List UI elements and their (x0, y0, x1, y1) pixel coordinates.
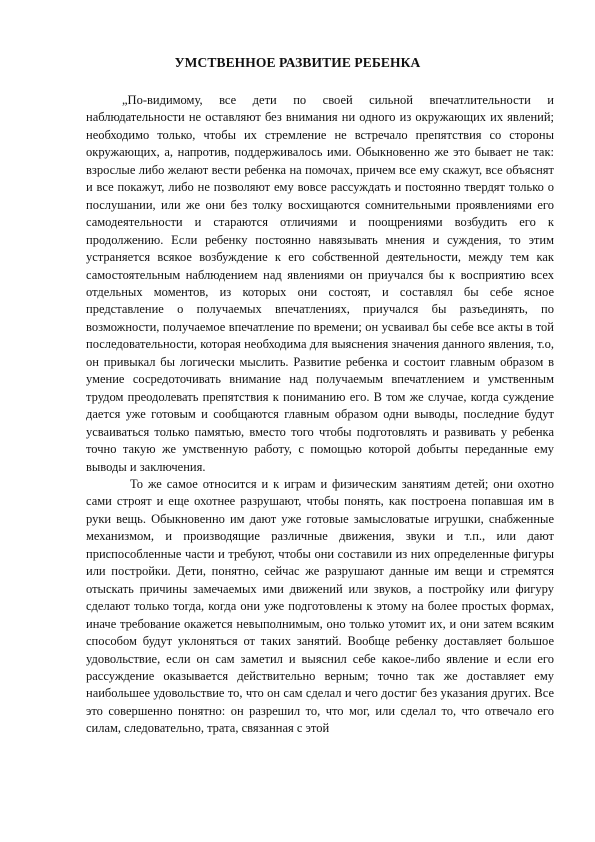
paragraph-2: То же самое относится и к играм и физическим занятиям детей; они охотно сами строят и еще охотнее разрушают, чтобы понять, как построена попавшая им в руки вещь. Обыкновенно им дают уже готовые замысловатые игрушки, снабженные механизмом, и производящие различные движения, звуки и т.п., или дают приспособленные части и требуют, чтобы они составили из них определенные фигуры или постройки. Дети, понятно, сейчас же разрушают данные им вещи и стремятся отыскать причины замечаемых ими движений или звуков, а постройку или фигуру сделают только тогда, когда они уже подготовлены к этому на более простых формах, иначе требование окажется невыполнимым, оно только утомит их, и они затем всяким способом будут уклоняться от таких занятий. Вообще ребенку доставляет большое удовольствие, если он сам заметил и выяснил себе какое-либо явление и если его рассуждение оказывается действительно верным; точно так же доставляет ему наибольшее удовольствие то, что он сам сделал и чего достиг без указания других. Все это совершенно понятно: он разрешил то, что мог, или сделал то, что отвечало его силам, следовательно, трата, связанная с этой (86, 476, 554, 736)
document-title: УМСТВЕННОЕ РАЗВИТИЕ РЕБЕНКА (174, 55, 421, 70)
paragraph-1: „По-видимому, все дети по своей сильной впечатлительности и наблюдательности не оставляют без внимания ни одного из окружающих их явлений; необходимо только, чтобы их стремление не встречало препятствия со стороны окружающих, а, напротив, поддерживалось ими. Обыкновенно же это бывает не так: взрослые либо желают вести ребенка на помочах, причем все ему скажут, все объяснят и все покажут, либо не позволяют ему вовсе рассуждать и постоянно твердят только о послушании, или же они без толку восхищаются сомнительными проявлениями его самодеятельности и стараются отличиями и поощрениями возбудить его к продолжению. Если ребенку постоянно навязывать мнения и суждения, то этим устраняется всякое возбуждение к его собственной деятельности, между тем как самостоятельным наблюдением над явлениями он приучался бы к восприятию всех отдельных моментов, из которых они состоят, и составлял бы себе ясное представление о получаемых впечатлениях, приучался бы разъединять, по возможности, получаемое впечатление по времени; он усваивал бы себе все акты в той последовательности, которая необходима для выяснения значения данного явления, т.о, он привыкал бы логически мыслить. Развитие ребенка и состоит главным образом в умение сосредоточивать внимание над получаемым впечатлением и умственным трудом преодолевать препятствия к пониманию его. В том же случае, когда суждение дается уже готовым и сообщаются главным образом одни выводы, последние будут усваиваться только памятью, вместо того чтобы подготовлять и развивать у ребенка точно такую же умственную работу, с помощью которой добыты переданные ему выводы и заключения. (86, 93, 554, 474)
document-body (86, 92, 554, 738)
